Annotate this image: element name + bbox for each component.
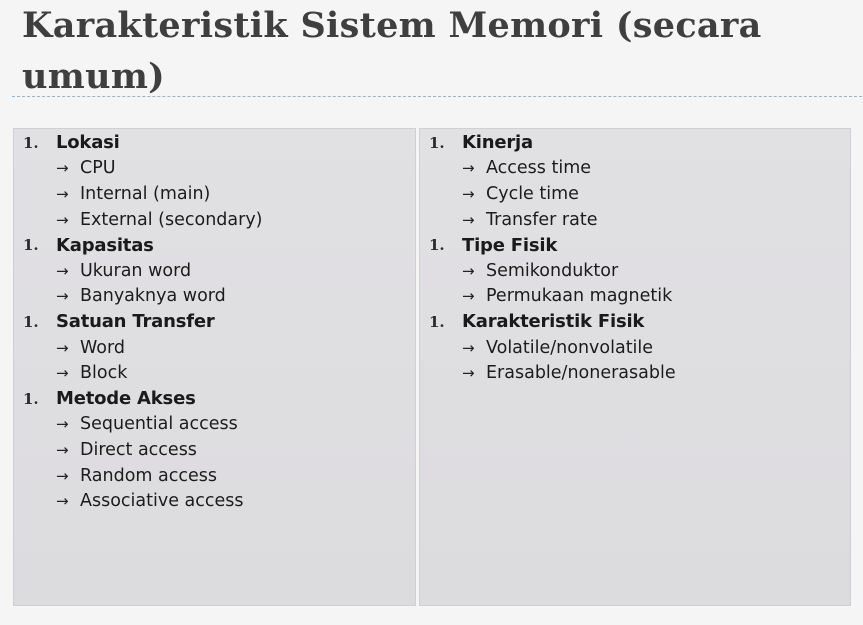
arrow-right-icon: →: [56, 415, 69, 434]
arrow-right-icon: →: [56, 210, 69, 229]
category-number: 1.: [429, 312, 445, 331]
category-number: 1.: [23, 133, 39, 152]
list-item: [429, 207, 676, 233]
list-item-text: Semikonduktor: [486, 260, 619, 281]
arrow-right-icon: →: [462, 159, 475, 178]
list-item: [23, 156, 263, 182]
list-item: [429, 181, 676, 207]
category-heading: Tipe Fisik: [462, 234, 558, 256]
category-heading: Karakteristik Fisik: [462, 311, 645, 333]
list-item: [23, 360, 263, 386]
list-item: [23, 412, 263, 438]
arrow-right-icon: →: [56, 440, 69, 459]
list-item: [23, 437, 263, 463]
list-item: [23, 258, 263, 284]
list-item-text: Volatile/nonvolatile: [486, 337, 654, 358]
category-heading: Kinerja: [462, 132, 533, 154]
list-item-text: Associative access: [80, 491, 244, 512]
category-row: [23, 130, 263, 156]
list-item: [429, 335, 676, 361]
list-item: [23, 335, 263, 361]
category-heading: Kapasitas: [56, 234, 154, 256]
category-row: [23, 309, 263, 335]
list-item-text: Erasable/nonerasable: [486, 363, 676, 384]
category-row: [429, 232, 676, 258]
list-item: [429, 360, 676, 386]
category-number: 1.: [429, 133, 445, 152]
title-divider: [12, 96, 862, 97]
arrow-right-icon: →: [56, 492, 69, 511]
list-item-text: Word: [80, 337, 125, 358]
list-item-text: Block: [80, 363, 128, 384]
category-number: 1.: [23, 312, 39, 331]
list-item-text: Ukuran word: [80, 260, 192, 281]
left-column-panel: [13, 128, 416, 606]
arrow-right-icon: →: [56, 364, 69, 383]
category-row: [23, 232, 263, 258]
list-item-text: Permukaan magnetik: [486, 286, 673, 307]
arrow-right-icon: →: [56, 184, 69, 203]
category-number: 1.: [23, 236, 39, 255]
list-item-text: Sequential access: [80, 414, 238, 435]
list-item: [23, 488, 263, 514]
arrow-right-icon: →: [462, 210, 475, 229]
arrow-right-icon: →: [56, 466, 69, 485]
arrow-right-icon: →: [56, 287, 69, 306]
arrow-right-icon: →: [462, 261, 475, 280]
right-column-panel: [419, 128, 851, 606]
list-item-text: Banyaknya word: [80, 286, 226, 307]
arrow-right-icon: →: [462, 184, 475, 203]
list-item-text: Transfer rate: [486, 209, 598, 230]
list-item-text: Access time: [486, 158, 592, 179]
list-item-text: Random access: [80, 465, 217, 486]
arrow-right-icon: →: [56, 338, 69, 357]
list-item: [23, 207, 263, 233]
list-item: [429, 284, 676, 310]
list-item: [429, 258, 676, 284]
list-item: [23, 463, 263, 489]
category-heading: Lokasi: [56, 132, 120, 154]
list-item: [23, 284, 263, 310]
category-heading: Satuan Transfer: [56, 311, 215, 333]
category-heading: Metode Akses: [56, 388, 196, 410]
right-column-list: [429, 130, 676, 386]
list-item-text: Direct access: [80, 439, 197, 460]
list-item-text: Internal (main): [80, 183, 211, 204]
category-number: 1.: [23, 389, 39, 408]
category-row: [429, 309, 676, 335]
slide-title: Karakteristik Sistem Memori (secara umum): [22, 5, 762, 97]
arrow-right-icon: →: [462, 364, 475, 383]
category-row: [429, 130, 676, 156]
category-row: [23, 386, 263, 412]
left-column-list: [23, 130, 263, 514]
list-item: [429, 156, 676, 182]
arrow-right-icon: →: [462, 338, 475, 357]
list-item-text: Cycle time: [486, 183, 579, 204]
arrow-right-icon: →: [462, 287, 475, 306]
arrow-right-icon: →: [56, 159, 69, 178]
list-item: [23, 181, 263, 207]
category-number: 1.: [429, 236, 445, 255]
list-item-text: CPU: [80, 158, 116, 179]
list-item-text: External (secondary): [80, 209, 263, 230]
arrow-right-icon: →: [56, 261, 69, 280]
